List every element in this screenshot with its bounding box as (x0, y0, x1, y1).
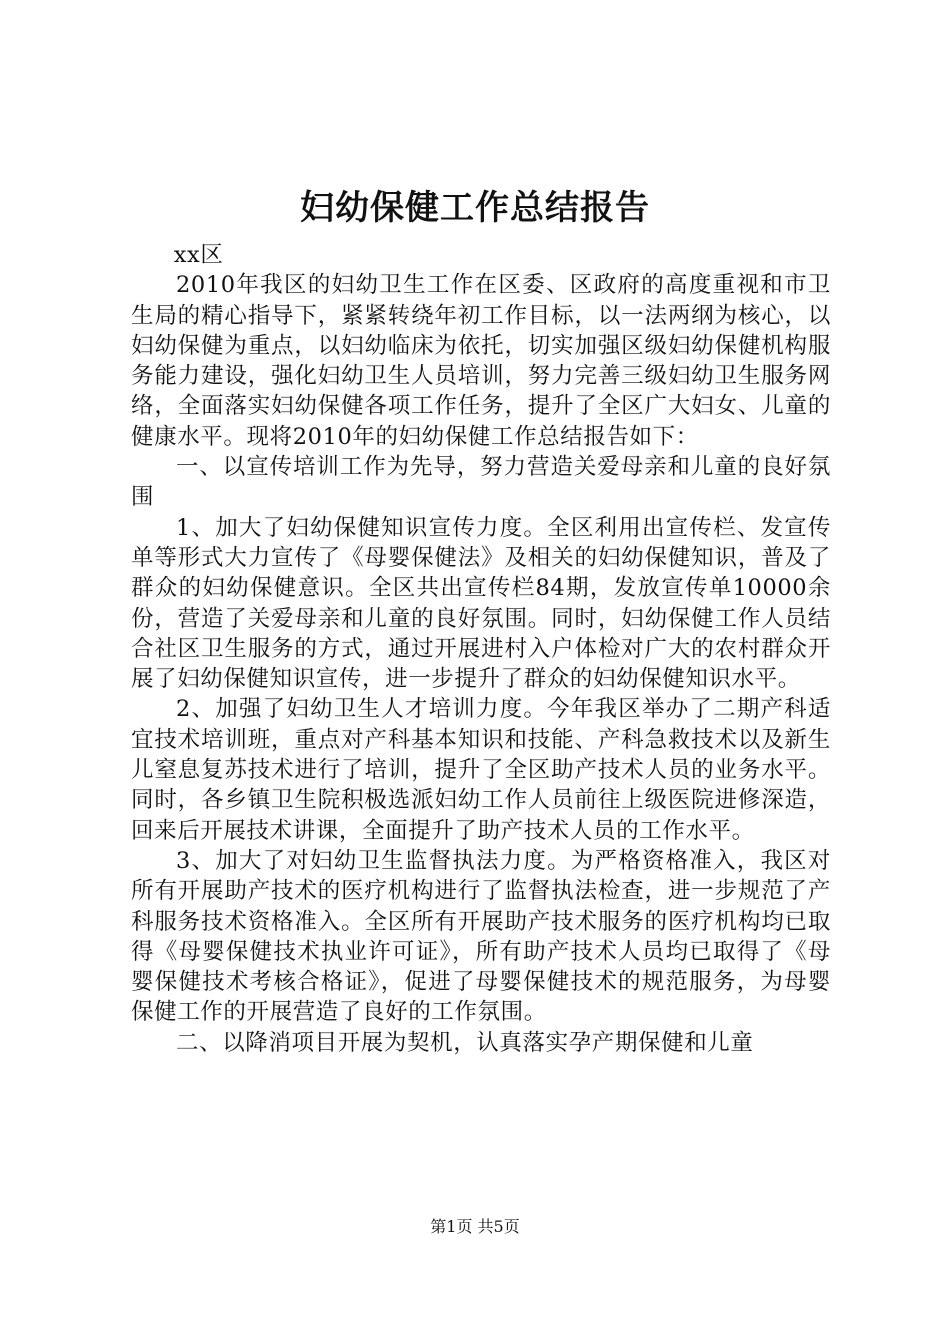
body-paragraph-1: 1、加大了妇幼保健知识宣传力度。全区利用出宣传栏、发宣传单等形式大力宣传了《母婴保健法》及相关的妇幼保健知识，普及了群众的妇幼保健意识。全区共出宣传栏84期，发放宣传单10000余份，营造了关爱母亲和儿童的良好氛围。同时，妇幼保健工作人员结合社区卫生服务的方式，通过开展进村入户体检对广大的农村群众开展了妇幼保健知识宣传，进一步提升了群众的妇幼保健知识水平。 (131, 514, 831, 693)
intro-paragraph: 2010年我区的妇幼卫生工作在区委、区政府的高度重视和市卫生局的精心指导下，紧紧转绕年初工作目标，以一法两纲为核心，以妇幼保健为重点，以妇幼临床为依托，切实加强区级妇幼保健机构服务能力建设，强化妇幼卫生人员培训，努力完善三级妇幼卫生服务网络，全面落实妇幼保健各项工作任务，提升了全区广大妇女、儿童的健康水平。现将2010年的妇幼保健工作总结报告如下： (131, 272, 831, 450)
district-line: xx区 (173, 242, 224, 268)
body-paragraph-2: 2、加强了妇幼卫生人才培训力度。今年我区举办了二期产科适宜技术培训班，重点对产科基本知识和技能、产科急救技术以及新生儿窒息复苏技术进行了培训，提升了全区助产技术人员的业务水平。同时，各乡镇卫生院积极选派妇幼工作人员前往上级医院进修深造，回来后开展技术讲课，全面提升了助产技术人员的工作水平。 (131, 696, 831, 844)
section-heading-2: 二、以降消项目开展为契机，认真落实孕产期保健和儿童 (176, 1029, 754, 1056)
document-body (131, 240, 831, 1058)
document-title: 妇幼保健工作总结报告 (300, 188, 650, 228)
page-footer: 第1页 共5页 (430, 1217, 520, 1236)
section-heading-1: 一、以宣传培训工作为先导，努力营造关爱母亲和儿童的良好氛围 (131, 454, 831, 511)
body-paragraph-3: 3、加大了对妇幼卫生监督执法力度。为严格资格准入，我区对所有开展助产技术的医疗机构进行了监督执法检查，进一步规范了产科服务技术资格准入。全区所有开展助产技术服务的医疗机构均已取得《母婴保健技术执业许可证》，所有助产技术人员均已取得了《母婴保健技术考核合格证》，促进了母婴保健技术的规范服务，为母婴保健工作的开展营造了良好的工作氛围。 (131, 847, 831, 1026)
